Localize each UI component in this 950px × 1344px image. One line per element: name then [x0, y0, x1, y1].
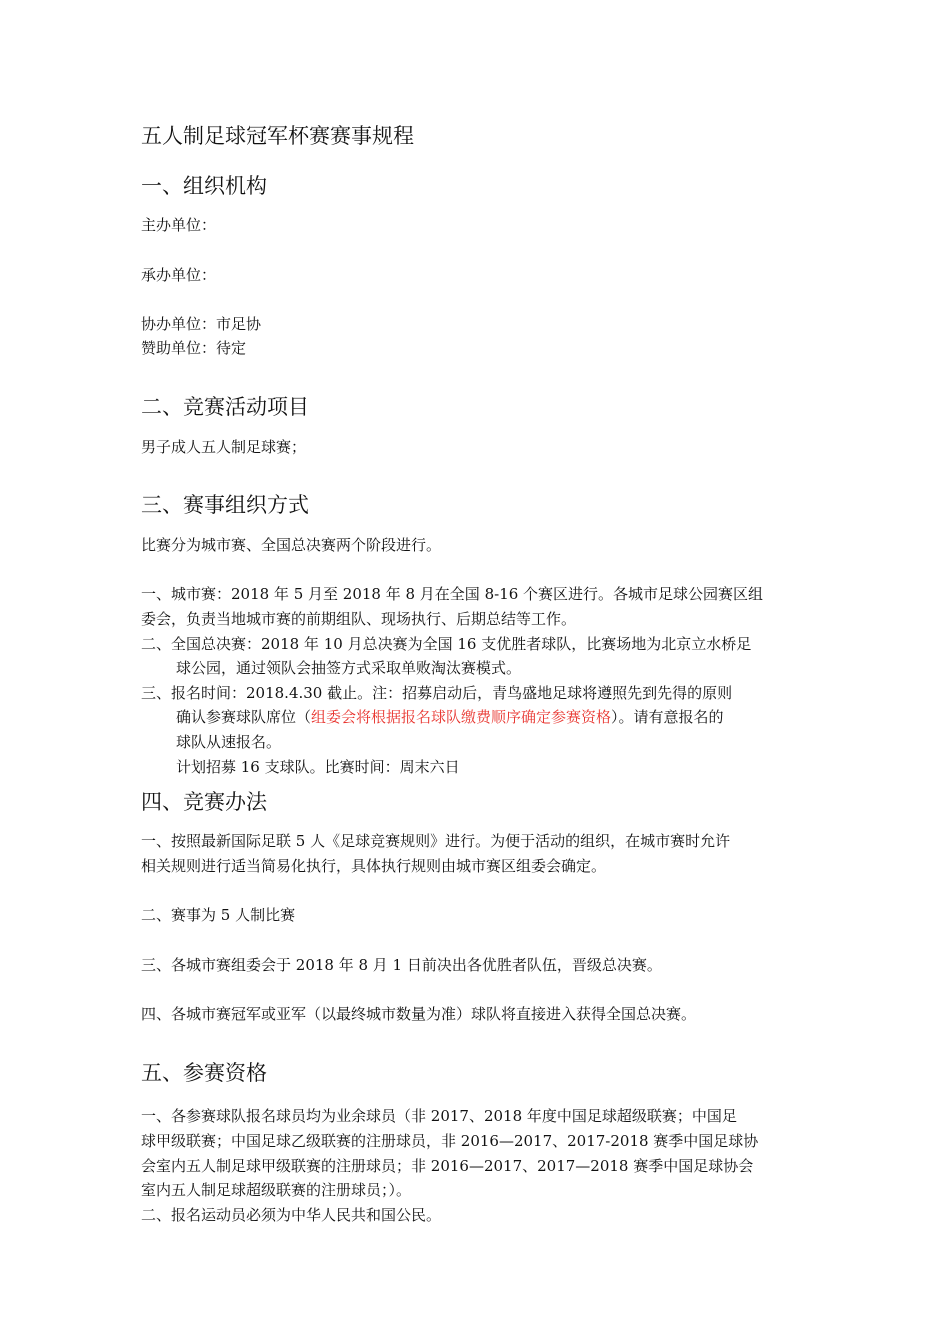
rules-item4: 四、各城市赛冠军或亚军（以最终城市数量为准）球队将直接进入获得全国总决赛。 — [141, 1005, 697, 1023]
eligibility-item1-line2: 球甲级联赛；中国足球乙级联赛的注册球员，非 2016—2017、2017-2018 赛季中国足球协 — [141, 1132, 759, 1150]
registration-line1: 三、报名时间：2018.4.30 截止。注：招募启动后，青鸟盛地足球将遵照先到先得的原则 — [141, 684, 733, 702]
rules-item3: 三、各城市赛组委会于 2018 年 8 月 1 日前决出各优胜者队伍，晋级总决赛。 — [141, 956, 662, 974]
section-heading-rules: 四、竞赛办法 — [141, 790, 267, 814]
section-heading-organization: 一、组织机构 — [141, 174, 267, 198]
eligibility-item2: 二、报名运动员必须为中华人民共和国公民。 — [141, 1206, 442, 1224]
city-stage-line2: 委会，负责当地城市赛的前期组队、现场执行、后期总结等工作。 — [141, 610, 577, 628]
registration-highlight: 组委会将根据报名球队缴费顺序确定参赛资格 — [311, 708, 612, 726]
format-intro: 比赛分为城市赛、全国总决赛两个阶段进行。 — [141, 536, 442, 554]
sponsor-unit: 赞助单位：待定 — [141, 339, 247, 357]
section-heading-eligibility: 五、参赛资格 — [141, 1061, 267, 1085]
city-stage-line1: 一、城市赛：2018 年 5 月至 2018 年 8 月在全国 8-16 个赛区进行。各城市足球公园赛区组 — [141, 585, 764, 603]
registration-line2-end: ）。请有意报名的 — [611, 708, 724, 726]
rules-item1-line1: 一、按照最新国际足联 5 人《足球竞赛规则》进行。为便于活动的组织，在城市赛时允许 — [141, 832, 731, 850]
finals-stage-line2: 球公园，通过领队会抽签方式采取单败淘汰赛模式。 — [176, 659, 522, 677]
registration-line2-start: 确认参赛球队席位（ — [176, 708, 312, 726]
section-heading-events: 二、竞赛活动项目 — [141, 395, 309, 419]
eligibility-item1-line1: 一、各参赛球队报名球员均为业余球员（非 2017、2018 年度中国足球超级联赛；中国足 — [141, 1107, 737, 1125]
co-organizer-unit: 协办单位：市足协 — [141, 315, 262, 333]
eligibility-item1-line4: 室内五人制足球超级联赛的注册球员；）。 — [141, 1181, 412, 1199]
registration-line3: 球队从速报名。 — [176, 733, 282, 751]
finals-stage-line1: 二、全国总决赛：2018 年 10 月总决赛为全国 16 支优胜者球队，比赛场地为北京立水桥足 — [141, 635, 752, 653]
rules-item1-line2: 相关规则进行适当简易化执行，具体执行规则由城市赛区组委会确定。 — [141, 857, 607, 875]
rules-item2: 二、赛事为 5 人制比赛 — [141, 906, 296, 924]
events-text: 男子成人五人制足球赛； — [141, 438, 307, 456]
registration-line2 — [176, 707, 724, 727]
document-title: 五人制足球冠军杯赛赛事规程 — [141, 124, 414, 148]
section-heading-format: 三、赛事组织方式 — [141, 493, 309, 517]
organizer-unit: 承办单位： — [141, 266, 217, 284]
eligibility-item1-line3: 会室内五人制足球甲级联赛的注册球员；非 2016—2017、2017—2018 赛季中国足球协会 — [141, 1157, 754, 1175]
host-unit: 主办单位： — [141, 216, 217, 234]
recruit-plan: 计划招募 16 支球队。比赛时间：周末六日 — [176, 758, 460, 776]
